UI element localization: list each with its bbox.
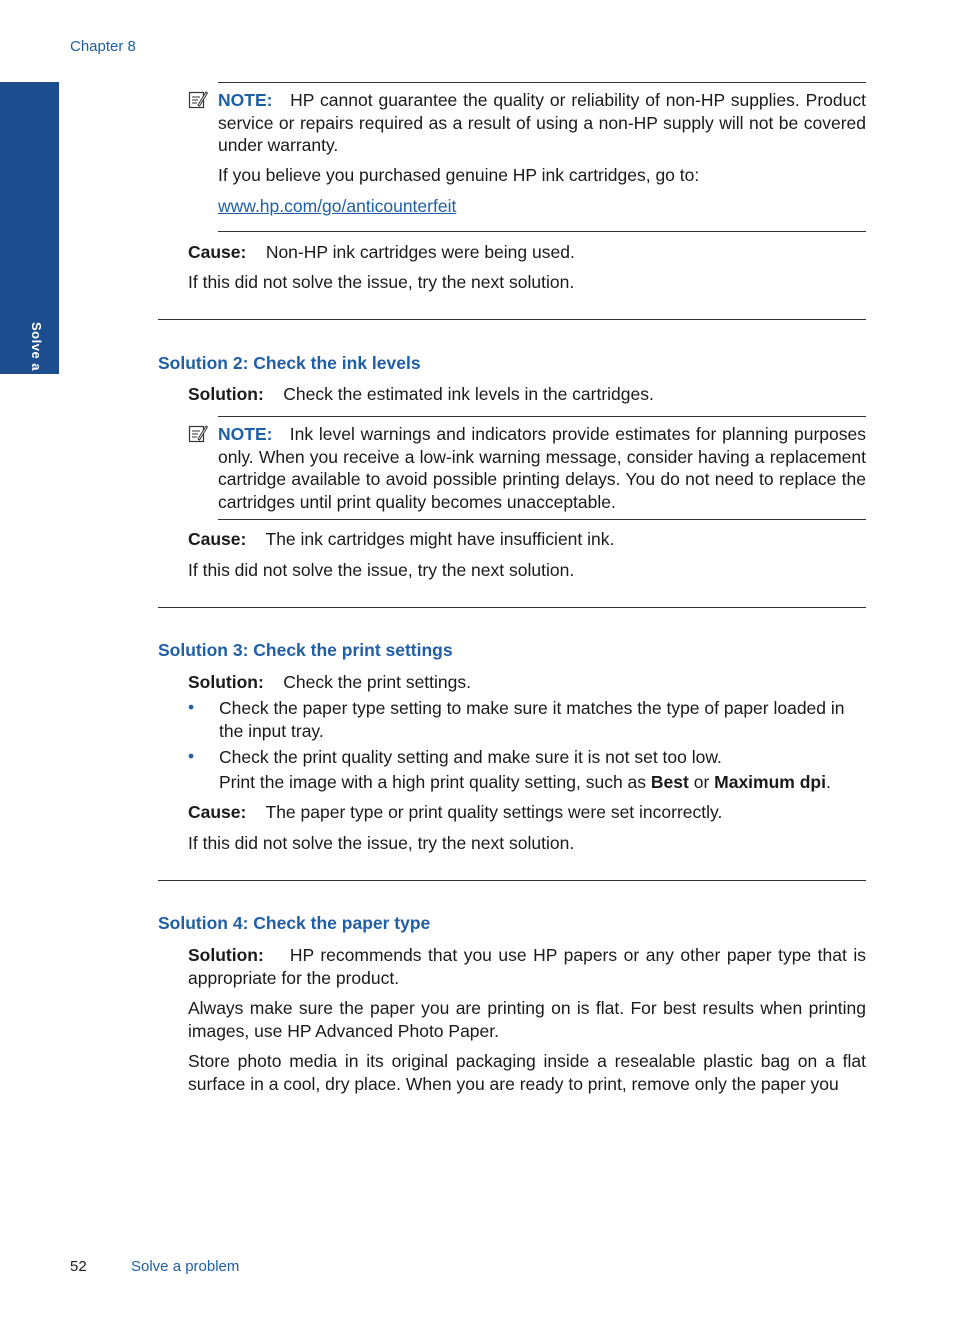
sub-end: .	[825, 772, 831, 792]
solution4-heading: Solution 4: Check the paper type	[158, 913, 431, 933]
note-top-rule	[218, 82, 866, 83]
solution3-cause	[188, 801, 722, 824]
chapter-label: Chapter 8	[70, 38, 136, 55]
note2-top-rule	[218, 416, 866, 417]
solution3-heading: Solution 3: Check the print settings	[158, 640, 453, 660]
solution3-bullet2-sub	[219, 771, 866, 794]
sub-prefix: Print the image with a high print quality setting, such as	[219, 772, 651, 792]
note1-text-block	[218, 89, 866, 157]
solution2-heading: Solution 2: Check the ink levels	[158, 353, 421, 373]
note2-text-block	[218, 423, 866, 513]
section-divider	[158, 319, 866, 320]
solution-text: HP recommends that you use HP papers or any other paper type that is appropriate for the product.	[188, 945, 867, 988]
solution-text: Check the print settings.	[283, 672, 471, 692]
side-tab-label: Solve a problem	[29, 322, 44, 430]
setting-best: Best	[650, 772, 689, 792]
section1-cause	[188, 241, 575, 264]
note1-label: NOTE:	[218, 90, 273, 110]
cause-label: Cause:	[188, 242, 247, 262]
cause-text: The ink cartridges might have insufficient ink.	[265, 529, 615, 549]
solution3-next: If this did not solve the issue, try the next solution.	[188, 833, 575, 853]
solution-label: Solution:	[188, 945, 264, 965]
note2-text: Ink level warnings and indicators provide estimates for planning purposes only. When you receive a low-ink warning message, consider having a replacement cartridge available to avoid possible printing delays. You do not need to replace the cartridges until print quality becomes unacceptable.	[218, 424, 867, 512]
solution-label: Solution:	[188, 672, 264, 692]
solution2-solution	[188, 383, 654, 406]
note1-bottom-rule	[218, 231, 866, 232]
solution3-bullet2: Check the print quality setting and make sure it is not set too low.	[219, 747, 722, 767]
section1-next: If this did not solve the issue, try the next solution.	[188, 272, 575, 292]
section-divider	[158, 880, 866, 881]
note-pencil-icon	[188, 90, 208, 110]
solution3-solution	[188, 671, 471, 694]
sub-or: or	[688, 772, 715, 792]
solution4-para2: Always make sure the paper you are printing on is flat. For best results when printing images, use HP Advanced Photo Paper.	[188, 998, 866, 1041]
setting-maximum-dpi: Maximum dpi	[714, 772, 826, 792]
bullet-marker: •	[188, 697, 195, 717]
anticounterfeit-link-row	[218, 195, 456, 218]
solution-label: Solution:	[188, 384, 264, 404]
footer-section: Solve a problem	[131, 1258, 240, 1275]
note-pencil-icon	[188, 424, 208, 444]
anticounterfeit-link[interactable]: www.hp.com/go/anticounterfeit	[218, 196, 457, 216]
cause-label: Cause:	[188, 529, 247, 549]
note1-followup: If you believe you purchased genuine HP ink cartridges, go to:	[218, 165, 700, 185]
cause-text: The paper type or print quality settings were set incorrectly.	[265, 802, 723, 822]
solution4-solution	[188, 944, 866, 989]
solution2-next: If this did not solve the issue, try the next solution.	[188, 560, 575, 580]
cause-text: Non-HP ink cartridges were being used.	[265, 242, 575, 262]
solution-text: Check the estimated ink levels in the cartridges.	[283, 384, 654, 404]
note1-text: HP cannot guarantee the quality or reliability of non-HP supplies. Product service or repairs required as a result of using a non-HP supply will not be covered under warranty.	[218, 90, 866, 155]
section-divider	[158, 607, 866, 608]
solution2-cause	[188, 528, 614, 551]
note2-label: NOTE:	[218, 424, 273, 444]
solution4-para3: Store photo media in its original packaging inside a resealable plastic bag on a flat surface in a cool, dry place. When you are ready to print, remove only the paper you	[188, 1051, 866, 1094]
page-number: 52	[70, 1258, 87, 1275]
note2-bottom-rule	[218, 519, 866, 520]
cause-label: Cause:	[188, 802, 247, 822]
bullet-marker: •	[188, 746, 195, 766]
solution3-bullet1: Check the paper type setting to make sure it matches the type of paper loaded in the input tray.	[219, 698, 845, 741]
side-tab	[0, 82, 59, 430]
